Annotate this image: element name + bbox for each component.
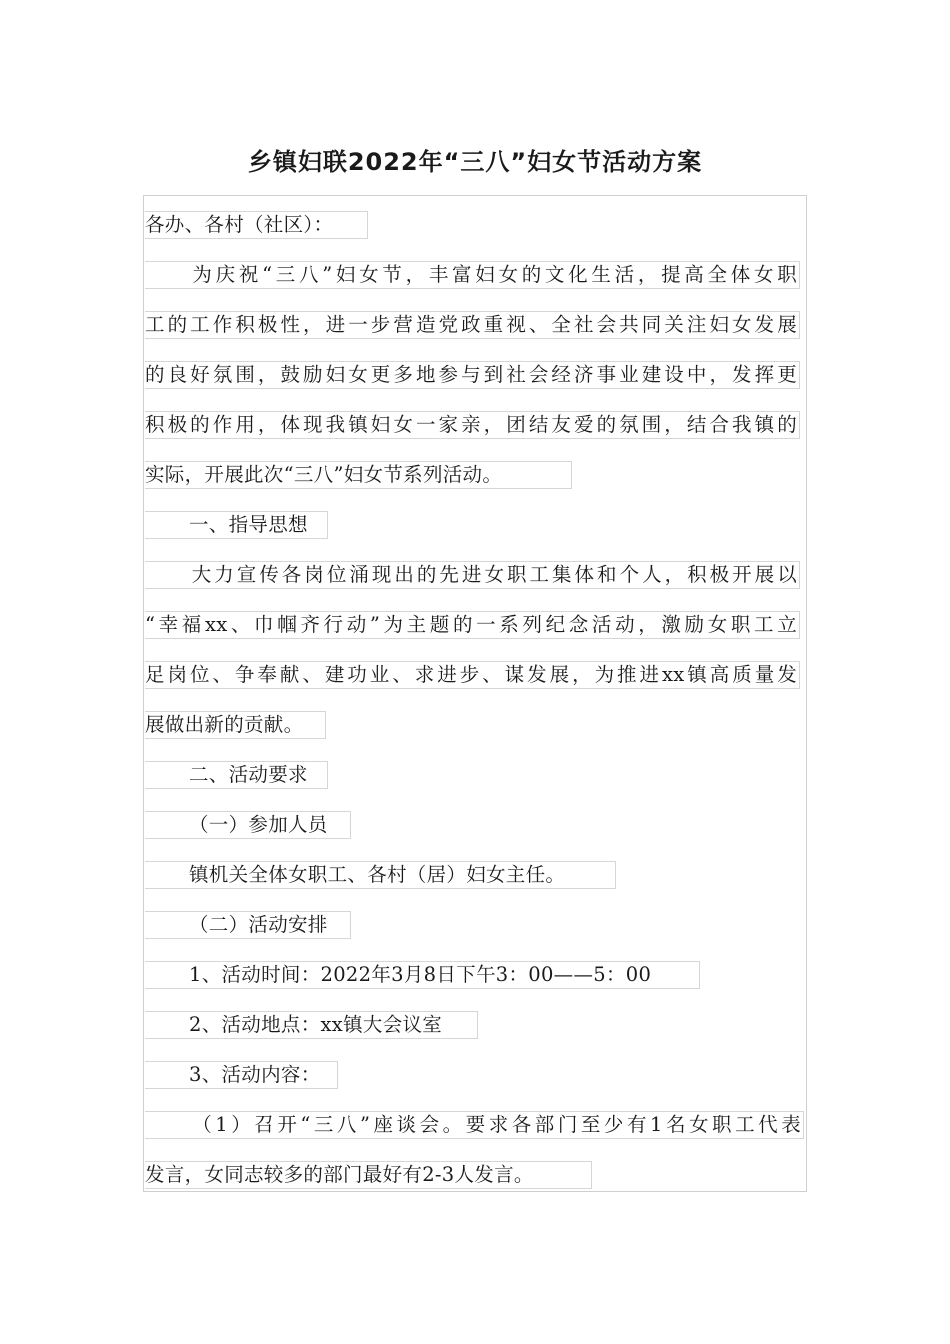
subsection-heading: （一）参加人员 (145, 811, 351, 839)
paragraph-line: 足岗位、争奉献、建功业、求进步、谋发展，为推进xx镇高质量发 (145, 661, 800, 689)
paragraph-line: （1）召开“三八”座谈会。要求各部门至少有1名女职工代表 (145, 1111, 804, 1139)
paragraph-line: 发言，女同志较多的部门最好有2-3人发言。 (145, 1161, 592, 1189)
paragraph-line: 实际，开展此次“三八”妇女节系列活动。 (145, 461, 572, 489)
paragraph-line: 展做出新的贡献。 (145, 711, 326, 739)
paragraph-line: 镇机关全体女职工、各村（居）妇女主任。 (145, 861, 616, 889)
list-item: 2、活动地点：xx镇大会议室 (145, 1011, 478, 1039)
paragraph-line: 大力宣传各岗位涌现出的先进女职工集体和个人，积极开展以 (145, 561, 800, 589)
paragraph-line: “幸福xx、巾帼齐行动”为主题的一系列纪念活动，激励女职工立 (145, 611, 800, 639)
subsection-heading: （二）活动安排 (145, 911, 351, 939)
section-heading: 二、活动要求 (145, 761, 328, 789)
paragraph-line: 工的工作积极性，进一步营造党政重视、全社会共同关注妇女发展 (145, 311, 800, 339)
paragraph-line: 为庆祝“三八”妇女节，丰富妇女的文化生活，提高全体女职 (145, 261, 800, 289)
document-body-frame (143, 195, 807, 1192)
list-item: 1、活动时间：2022年3月8日下午3：00——5：00 (145, 961, 700, 989)
list-item: 3、活动内容： (145, 1061, 338, 1089)
document-title: 乡镇妇联2022年“三八”妇女节活动方案 (247, 148, 703, 176)
salutation-line: 各办、各村（社区）： (145, 211, 368, 239)
paragraph-line: 积极的作用，体现我镇妇女一家亲，团结友爱的氛围，结合我镇的 (145, 411, 800, 439)
section-heading: 一、指导思想 (145, 511, 328, 539)
paragraph-line: 的良好氛围，鼓励妇女更多地参与到社会经济事业建设中，发挥更 (145, 361, 800, 389)
